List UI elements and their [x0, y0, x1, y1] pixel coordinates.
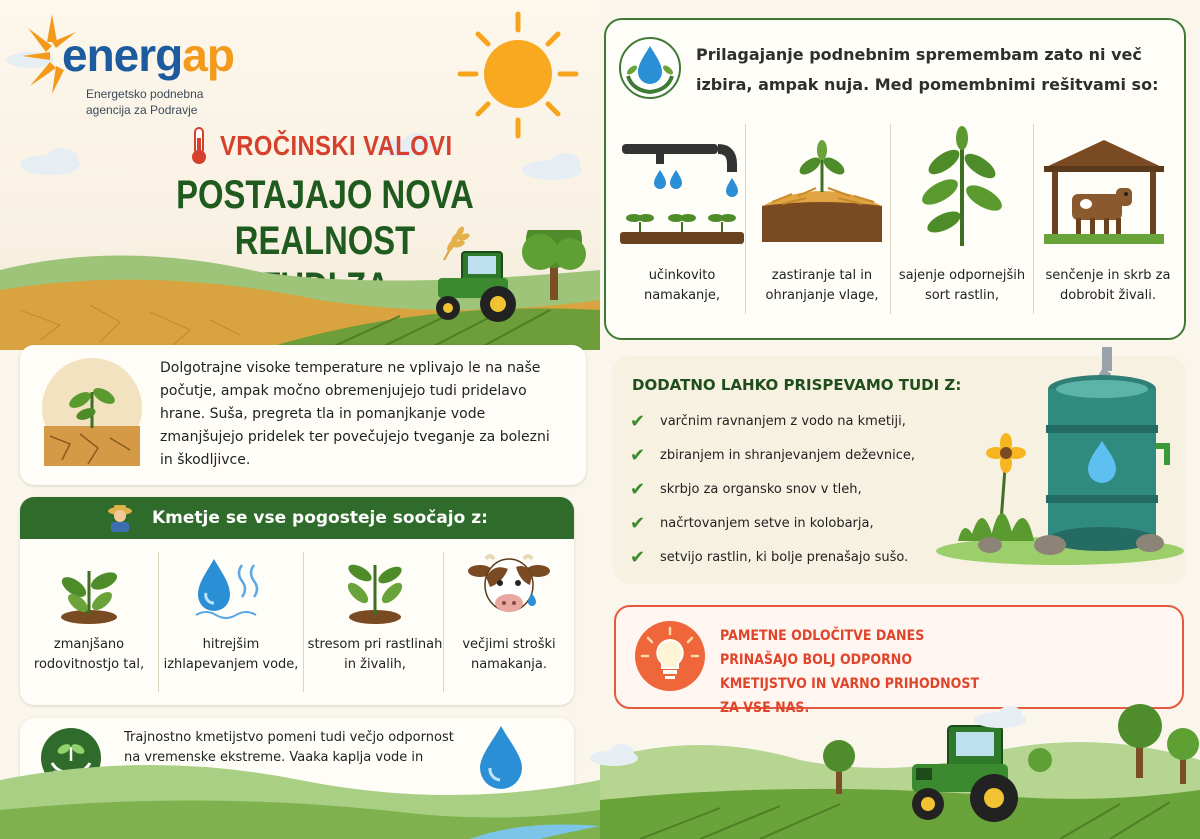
- solution-item: [1038, 120, 1178, 320]
- solution-label: senčenje in skrb za dobrobit živali.: [1045, 268, 1171, 303]
- sun-icon: [432, 10, 592, 140]
- stressed-plant-icon: [340, 551, 410, 625]
- list-item: ✔ načrtovanjem setve in kolobarja,: [630, 507, 950, 541]
- thermometer-icon: [188, 126, 210, 166]
- farmer-icon: [106, 503, 134, 533]
- challenge-label: stresom pri rastlinah in živalih,: [307, 637, 443, 672]
- water-hands-icon: [618, 36, 682, 102]
- brand-subtitle: Energetsko podnebna agencija za Podravje: [86, 87, 204, 117]
- shelter-cow-icon: [1042, 138, 1166, 246]
- bottom-landscape: [0, 700, 1200, 839]
- checkmark-icon: ✔: [630, 513, 646, 534]
- water-evaporation-icon: [192, 551, 272, 625]
- solution-item: [892, 120, 1032, 320]
- cow-icon: [468, 553, 550, 625]
- brand-logo: energap: [62, 29, 234, 81]
- intro-text: Dolgotrajne visoke temperature ne vplivajo le na naše počutje, ampak močno obremenjujejo tudi pridelavo hrane. Suša, pregreta tla in pomanjkanje vode zmanjšujejo pridelek ter povečujejo tveganje za bolezni in škodljivce.: [160, 360, 550, 468]
- challenge-item: [162, 545, 300, 700]
- divider: [158, 552, 159, 692]
- solution-item: [612, 120, 752, 320]
- lightbulb-icon: [634, 620, 706, 692]
- solution-item: [752, 120, 892, 320]
- divider: [890, 124, 891, 314]
- checkmark-icon: ✔: [630, 547, 646, 568]
- challenges-heading: Kmetje se vse pogosteje soočajo z:: [152, 508, 488, 528]
- plant-icon: [916, 126, 1008, 250]
- divider: [303, 552, 304, 692]
- challenge-item: [440, 545, 578, 700]
- wilted-plant-icon: [54, 551, 124, 625]
- challenge-label: večjimi stroški namakanja.: [462, 637, 556, 672]
- mulch-icon: [758, 136, 886, 248]
- checkmark-icon: ✔: [630, 445, 646, 466]
- solution-label: zastiranje tal in ohranjanje vlage,: [765, 268, 879, 303]
- solution-label: sajenje odpornejših sort rastlin,: [898, 268, 1026, 303]
- dry-soil-seedling-icon: [40, 356, 144, 472]
- adaptation-text: Prilagajanje podnebnim spremembam zato ni več izbira, ampak nuja. Med pomembnimi rešitvami so:: [696, 45, 1159, 94]
- additional-measures-title: DODATNO LAHKO PRISPEVAMO TUDI Z:: [632, 376, 962, 394]
- challenge-item: [306, 545, 444, 700]
- rain-barrel-icon: [930, 345, 1185, 570]
- page-title: POSTAJAJO NOVA REALNOST: [176, 173, 474, 263]
- checkmark-icon: ✔: [630, 411, 646, 432]
- challenge-item: [20, 545, 158, 700]
- divider: [1033, 124, 1034, 314]
- additional-measures-list: [630, 405, 950, 575]
- smart-decisions-text: PAMETNE ODLOČITVE DANES PRINAŠAJO BOLJ ODPORNO KMETIJSTVO IN VARNO PRIHODNOST ZA VSE NAS.: [720, 628, 980, 716]
- challenge-label: zmanjšano rodovitnostjo tal,: [33, 637, 145, 672]
- title-heatwaves: VROČINSKI VALOVI: [220, 130, 453, 161]
- list-item: ✔ zbiranjem in shranjevanjem deževnice,: [630, 439, 950, 473]
- sustainability-text: Trajnostno kmetijstvo pomeni tudi večjo odpornost na vremenske ekstreme. Vaaka kaplja vode in: [124, 730, 454, 765]
- list-item: ✔ setvijo rastlin, ki bolje prenašajo sušo.: [630, 541, 950, 575]
- irrigation-icon: [620, 136, 744, 248]
- divider: [745, 124, 746, 314]
- solution-label: učinkovito namakanje,: [643, 268, 721, 303]
- checkmark-icon: ✔: [630, 479, 646, 500]
- list-item: ✔ varčnim ravnanjem z vodo na kmetiji,: [630, 405, 950, 439]
- field-landscape: [0, 230, 600, 350]
- challenge-label: hitrejšim izhlapevanjem vode,: [163, 637, 299, 672]
- list-item: ✔ skrbjo za organsko snov v tleh,: [630, 473, 950, 507]
